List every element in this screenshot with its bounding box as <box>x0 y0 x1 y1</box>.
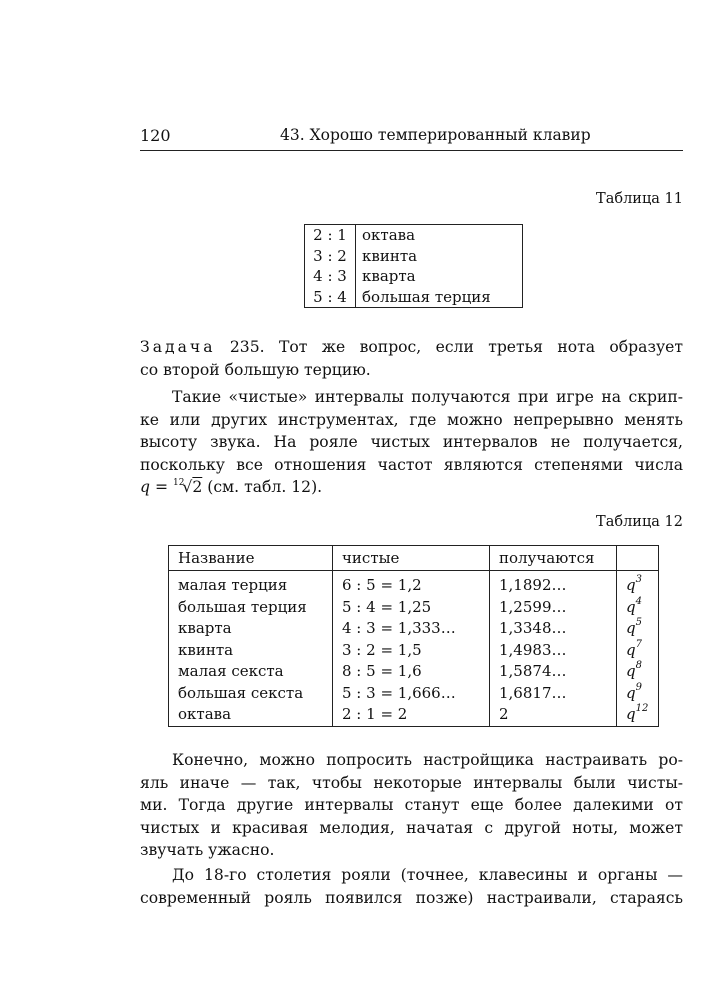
text-line: ке или других инструментах, где можно непрерывно менять <box>140 410 683 429</box>
formula-variable: q <box>140 478 150 497</box>
text-line: высоту звука. На рояле чистых интервалов не получается, <box>140 433 683 452</box>
power-cell <box>617 704 659 726</box>
power-exponent: 9 <box>635 681 642 693</box>
power-exponent: 3 <box>635 574 642 586</box>
interval-name-cell: малая терция <box>169 571 333 597</box>
column-header-power <box>617 546 659 571</box>
table-row <box>169 597 659 619</box>
power-base: q <box>626 619 636 638</box>
actual-value-cell: 2 <box>490 704 617 726</box>
interval-name-cell: октава <box>362 226 416 245</box>
problem-paragraph <box>140 336 683 381</box>
pure-ratio-cell: 8 : 5 = 1,6 <box>333 661 490 683</box>
table-header-row <box>169 546 659 571</box>
text-line <box>140 336 683 359</box>
actual-value-cell: 1,5874… <box>490 661 617 683</box>
table-row <box>169 640 659 662</box>
interval-name-cell: большая терция <box>169 597 333 619</box>
interval-name-cell: квинта <box>169 640 333 662</box>
ratio-cell: 3 : 2 <box>305 246 356 267</box>
table-row <box>169 571 659 597</box>
power-cell <box>617 597 659 619</box>
ratio-cell: 2 : 1 <box>305 225 356 246</box>
paragraph-1 <box>140 386 683 502</box>
interval-name-cell: малая секста <box>169 661 333 683</box>
pure-ratio-cell: 5 : 3 = 1,666… <box>333 683 490 705</box>
radical-sign: √ <box>182 478 193 497</box>
table-row <box>169 683 659 705</box>
pure-ratio-cell: 2 : 1 = 2 <box>333 704 490 726</box>
table-row <box>169 618 659 640</box>
table-row <box>169 704 659 726</box>
actual-value-cell: 1,6817… <box>490 683 617 705</box>
column-header-actual: получаются <box>490 546 617 571</box>
text-line: яль иначе — так, чтобы некоторые интервалы были чисты- <box>140 773 683 792</box>
pure-ratio-cell: 6 : 5 = 1,2 <box>333 571 490 597</box>
table-11 <box>304 224 523 308</box>
table-row <box>305 246 523 267</box>
power-cell <box>617 661 659 683</box>
page-header <box>140 124 683 151</box>
actual-value-cell: 1,4983… <box>490 640 617 662</box>
table-row <box>305 225 523 246</box>
text-line: Такие «чистые» интервалы получаются при игре на скрип- <box>172 388 683 406</box>
power-base: q <box>626 705 636 724</box>
paragraph-2 <box>140 749 683 862</box>
pure-ratio-cell: 4 : 3 = 1,333… <box>333 618 490 640</box>
text-line: современный рояль появился позже) настраивали, стараясь <box>140 888 683 907</box>
pure-ratio-cell: 3 : 2 = 1,5 <box>333 640 490 662</box>
ratio-cell: 4 : 3 <box>305 266 356 287</box>
interval-name-cell: большая терция <box>362 287 491 306</box>
power-cell <box>617 571 659 597</box>
column-header-pure: чистые <box>333 546 490 571</box>
column-header-name: Название <box>169 546 333 571</box>
power-exponent: 5 <box>635 617 642 629</box>
actual-value-cell: 1,1892… <box>490 571 617 597</box>
interval-name-cell: кварта <box>362 267 416 286</box>
table-12-caption: Таблица 12 <box>596 514 683 530</box>
power-base: q <box>626 597 636 616</box>
text-line: чистых и красивая мелодия, начатая с другой ноты, может <box>140 818 683 837</box>
power-cell <box>617 683 659 705</box>
running-title: 43. Хорошо темперированный клавир <box>280 126 591 144</box>
power-cell <box>617 640 659 662</box>
power-base: q <box>626 576 636 595</box>
power-exponent: 12 <box>635 703 649 715</box>
power-base: q <box>626 662 636 681</box>
text-line: со второй большую терцию. <box>140 360 371 379</box>
interval-name-cell: кварта <box>169 618 333 640</box>
power-exponent: 8 <box>635 660 642 672</box>
text-line: ми. Тогда другие интервалы станут еще более далекими от <box>140 796 683 815</box>
power-exponent: 4 <box>635 595 642 607</box>
problem-number: 235. <box>229 338 265 356</box>
table-12 <box>168 545 659 727</box>
pure-ratio-cell: 5 : 4 = 1,25 <box>333 597 490 619</box>
text-line: звучать ужасно. <box>140 841 275 860</box>
power-base: q <box>626 683 636 702</box>
table-row <box>305 266 523 287</box>
actual-value-cell: 1,3348… <box>490 618 617 640</box>
formula-line <box>140 476 683 502</box>
formula-tail: (см. табл. 12). <box>202 478 323 497</box>
problem-text: Тот же вопрос, если третья нота образует <box>278 338 683 356</box>
power-cell <box>617 618 659 640</box>
power-exponent: 7 <box>635 638 642 650</box>
problem-label: Задача <box>140 338 216 356</box>
interval-name-cell: квинта <box>362 246 418 265</box>
page-number: 120 <box>140 126 171 145</box>
text-line: поскольку все отношения частот являются степенями числа <box>140 455 683 474</box>
table-11-caption: Таблица 11 <box>596 191 683 207</box>
actual-value-cell: 1,2599… <box>490 597 617 619</box>
table-row <box>169 661 659 683</box>
root-index: 12 <box>172 478 185 489</box>
paragraph-3 <box>140 864 683 909</box>
radicand: 2 <box>192 478 203 497</box>
text-line: До 18-го столетия рояли (точнее, клавесины и органы — <box>172 866 683 884</box>
interval-name-cell: октава <box>169 704 333 726</box>
power-base: q <box>626 640 636 659</box>
ratio-cell: 5 : 4 <box>305 287 356 308</box>
table-row <box>305 287 523 308</box>
text-line: Конечно, можно попросить настройщика настраивать ро- <box>172 751 683 769</box>
interval-name-cell: большая секста <box>169 683 333 705</box>
formula-equals: = <box>149 478 173 497</box>
